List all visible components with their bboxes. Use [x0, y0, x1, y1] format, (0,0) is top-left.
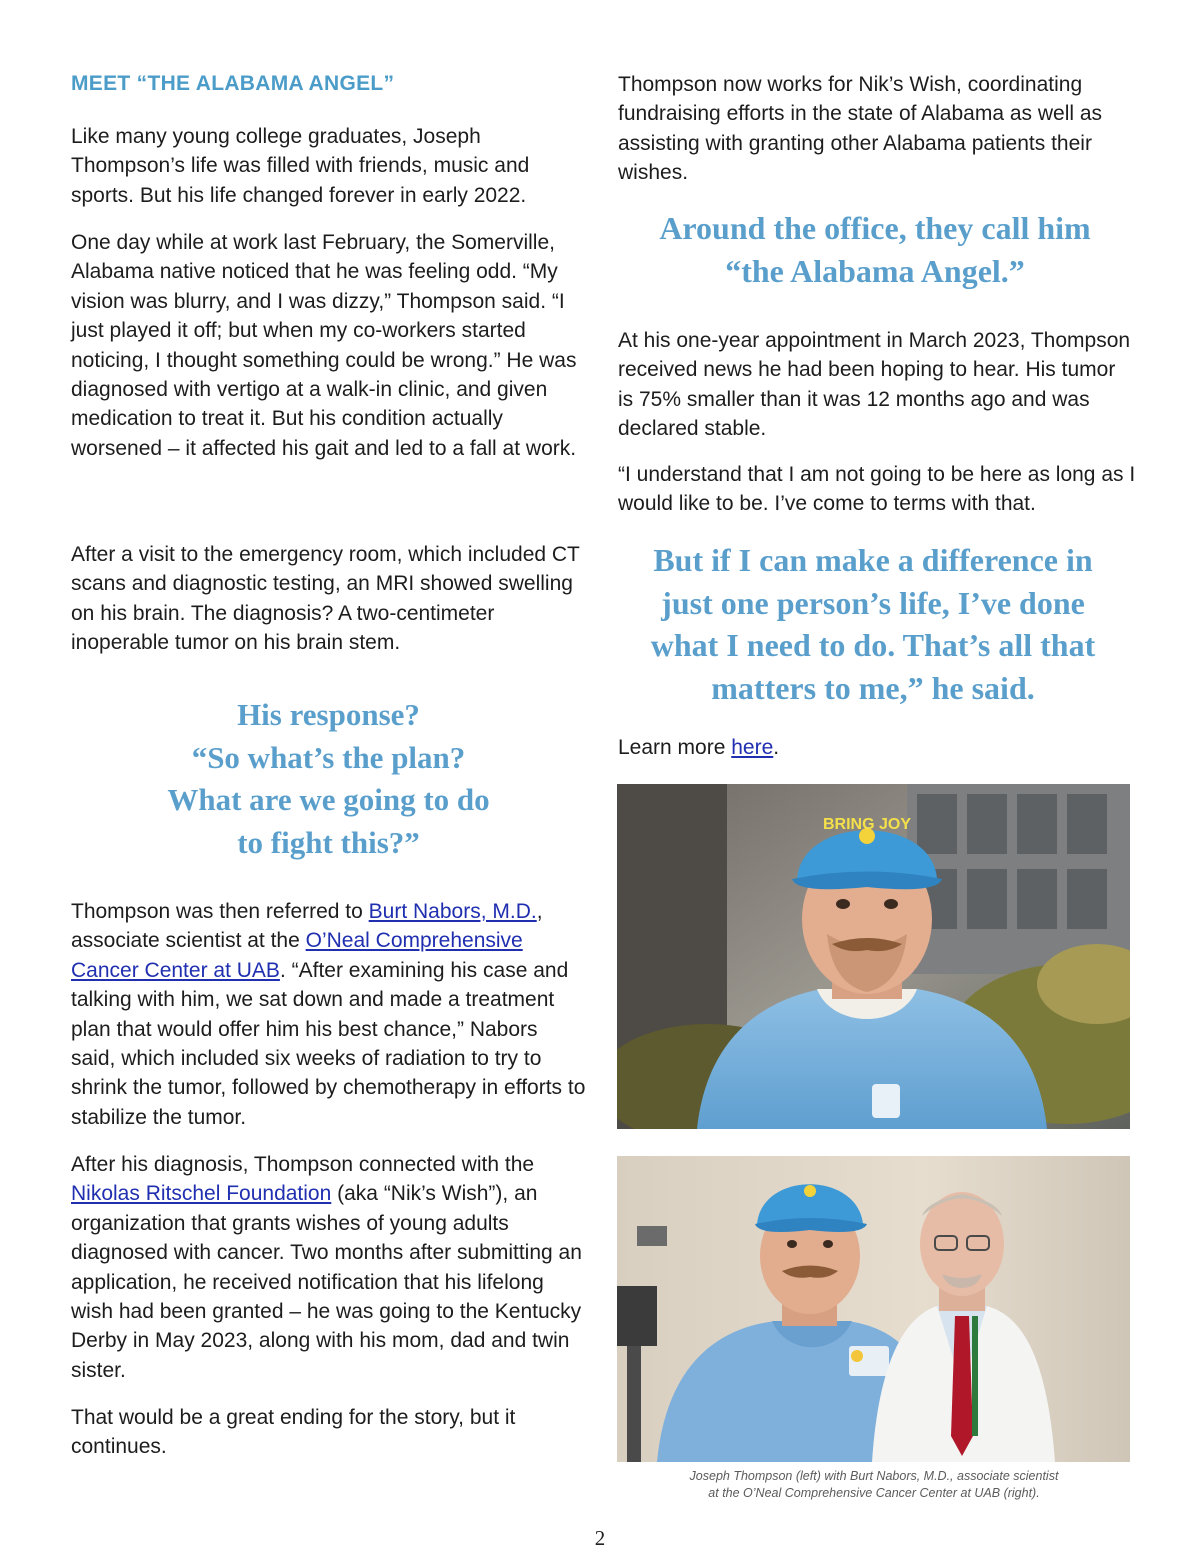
- portrait-illustration: [617, 784, 1130, 1129]
- link-nikolas-ritschel-foundation[interactable]: Nikolas Ritschel Foundation: [71, 1182, 332, 1206]
- text-span: After his diagnosis, Thompson connected with the: [71, 1153, 535, 1176]
- pull-quote-line: what I need to do. That’s all that: [650, 627, 1096, 663]
- pull-quote-line: “So what’s the plan?: [191, 739, 466, 775]
- right-paragraph-2: At his one-year appointment in March 2023, Thompson received news he had been hoping to hear. His tumor is 75% smaller than it was 12 months ago and was declared stable.: [618, 329, 1131, 441]
- pull-quote-line: But if I can make a difference in: [653, 542, 1093, 578]
- body-paragraph-4: [71, 897, 586, 1132]
- caption-line: at the O’Neal Comprehensive Cancer Center at UAB (right).: [708, 1486, 1040, 1500]
- cap-text: BRING JOY: [822, 816, 912, 833]
- text-span: , associate scientist at the: [71, 900, 543, 953]
- body-paragraph-6: That would be a great ending for the story, but it continues.: [71, 1406, 516, 1459]
- caption-line: Joseph Thompson (left) with Burt Nabors, M.D., associate scientist: [689, 1469, 1059, 1483]
- pull-quote-line: What are we going to do: [167, 782, 490, 817]
- body-paragraph-2: One day while at work last February, the Somerville, Alabama native noticed that he was feeling odd. “My vision was blurry, and I was dizzy,” Thompson said. “I just played it off; but when my co-workers started noticing, I thought something could be wrong.” He was diagnosed with vertigo at a walk-in clinic, and given medication to treat it. But his condition actually worsened – it affected his gait and led to a fall at work.: [71, 231, 577, 460]
- body-paragraph-1: Like many young college graduates, Joseph Thompson’s life was filled with friends, music and sports. But his life changed forever in early 2022.: [71, 125, 530, 207]
- photo-thompson-with-nabors: [617, 1156, 1130, 1462]
- text-span: (aka “Nik’s Wish”), an organization that grants wishes of young adults diagnosed with cancer. Two months after submitting an application, he received notification that his lifelong wish had been granted – he was going to the Kentucky Derby in May 2023, along with his mom, dad and twin sister.: [71, 1182, 582, 1382]
- pull-quote-line: His response?: [237, 697, 420, 732]
- learn-more-link[interactable]: here: [731, 736, 774, 759]
- learn-more-line: [618, 733, 1133, 762]
- pull-quote-line: Around the office, they call him: [659, 210, 1091, 246]
- pull-quote-line: matters to me,” he said.: [711, 669, 1035, 706]
- right-paragraph-1: Thompson now works for Nik’s Wish, coordinating fundraising efforts in the state of Alabama as well as assisting with granting other Alabama patients their wishes.: [618, 73, 1103, 185]
- right-paragraph-3: “I understand that I am not going to be here as long as I would like to be. I’ve come to terms with that.: [618, 463, 1136, 516]
- section-kicker: MEET “THE ALABAMA ANGEL”: [71, 72, 395, 95]
- pull-quote-line: “the Alabama Angel.”: [725, 253, 1025, 289]
- pull-quote-difference: [608, 539, 1138, 709]
- pull-quote-line: just one person’s life, I’ve done: [661, 584, 1085, 621]
- text-span: . “After examining his case and talking with him, we sat down and made a treatment plan that would offer him his best chance,” Nabors said, which included six weeks of radiation to try to shrink the tumor, followed by chemotherapy in efforts to stabilize the tumor.: [71, 958, 586, 1129]
- link-oneal-cancer-center[interactable]: O’Neal Comprehensive Cancer Center at UAB: [71, 929, 523, 982]
- link-burt-nabors[interactable]: Burt Nabors, M.D.: [368, 900, 537, 923]
- photo-joseph-thompson-portrait: [617, 784, 1130, 1129]
- text-span: Thompson was then referred to: [71, 900, 369, 923]
- body-paragraph-3: After a visit to the emergency room, which included CT scans and diagnostic testing, an MRI showed swelling on his brain. The diagnosis? A two-centimeter inoperable tumor on his brain stem.: [71, 543, 580, 655]
- pull-quote-line: to fight this?”: [237, 824, 420, 860]
- pull-quote-alabama-angel: [610, 207, 1140, 293]
- duo-illustration: [617, 1156, 1130, 1462]
- text-span: .: [773, 736, 780, 759]
- page-number: 2: [594, 1526, 606, 1550]
- pull-quote-response: [71, 694, 586, 864]
- photo-caption: [618, 1468, 1130, 1502]
- body-paragraph-5: [71, 1150, 586, 1385]
- text-span: Learn more: [618, 736, 732, 759]
